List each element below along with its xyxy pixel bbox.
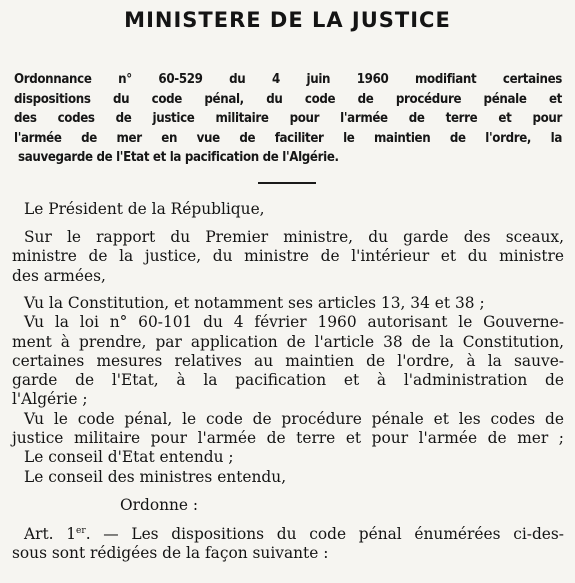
ordonnance-title-line: des codes de justice militaire pour l'armée de terre et pour [14, 111, 562, 127]
ordonne-heading [120, 496, 320, 515]
rapport-line: Sur le rapport du Premier ministre, du garde des sceaux, [24, 228, 564, 246]
decree-line: ment à prendre, par application de l'article 38 de la Constitution, [12, 332, 564, 351]
decree-line: Le conseil des ministres entendu, [24, 467, 287, 486]
rapport-line: ministre de la justice, du ministre de l'intérieur et du ministre [12, 247, 564, 266]
ordonnance-title-line: sauvegarde de l'Etat et la pacification de l'Algérie. [18, 150, 339, 166]
ordonnance-title [14, 70, 562, 168]
decree-line: justice militaire pour l'armée de terre et pour l'armée de mer ; [12, 429, 564, 448]
decree-line: Vu la loi n° 60-101 du 4 février 1960 autorisant le Gouverne- [24, 313, 564, 332]
ordonne-text: Ordonne : [120, 496, 199, 514]
decree-line: Le conseil d'Etat entendu ; [24, 448, 234, 467]
decree-line: Vu le code pénal, le code de procédure pénale et les codes de [24, 409, 564, 428]
decree-line: garde de l'Etat, à la pacification et à l'administration de [12, 371, 564, 390]
president-text: Le Président de la République, [24, 200, 265, 218]
decree-line: certaines mesures relatives au maintien de l'ordre, à la sauve- [12, 351, 564, 370]
ministry-heading: MINISTERE DE LA JUSTICE [124, 8, 451, 32]
rapport-line: des armées, [12, 266, 106, 285]
article-line: sous sont rédigées de la façon suivante : [12, 544, 329, 563]
article-1 [12, 525, 564, 564]
decree-line: Vu la Constitution, et notamment ses articles 13, 34 et 38 ; [24, 294, 485, 312]
ordonnance-title-line: Ordonnance n° 60-529 du 4 juin 1960 modifiant certaines [14, 72, 562, 87]
ordonnance-title-line: l'armée de mer en vue de faciliter le maintien de l'ordre, la [14, 130, 562, 146]
separator-rule [258, 182, 316, 184]
president-line [24, 200, 575, 219]
decree-line: l'Algérie ; [12, 390, 88, 409]
rapport-paragraph [12, 228, 564, 286]
decree-paragraphs [12, 294, 564, 487]
ordonnance-title-line: dispositions du code pénal, du code de procédure pénale et [14, 91, 562, 107]
article-line: Art. 1er. — Les dispositions du code pénal énumérées ci-des- [24, 525, 565, 543]
